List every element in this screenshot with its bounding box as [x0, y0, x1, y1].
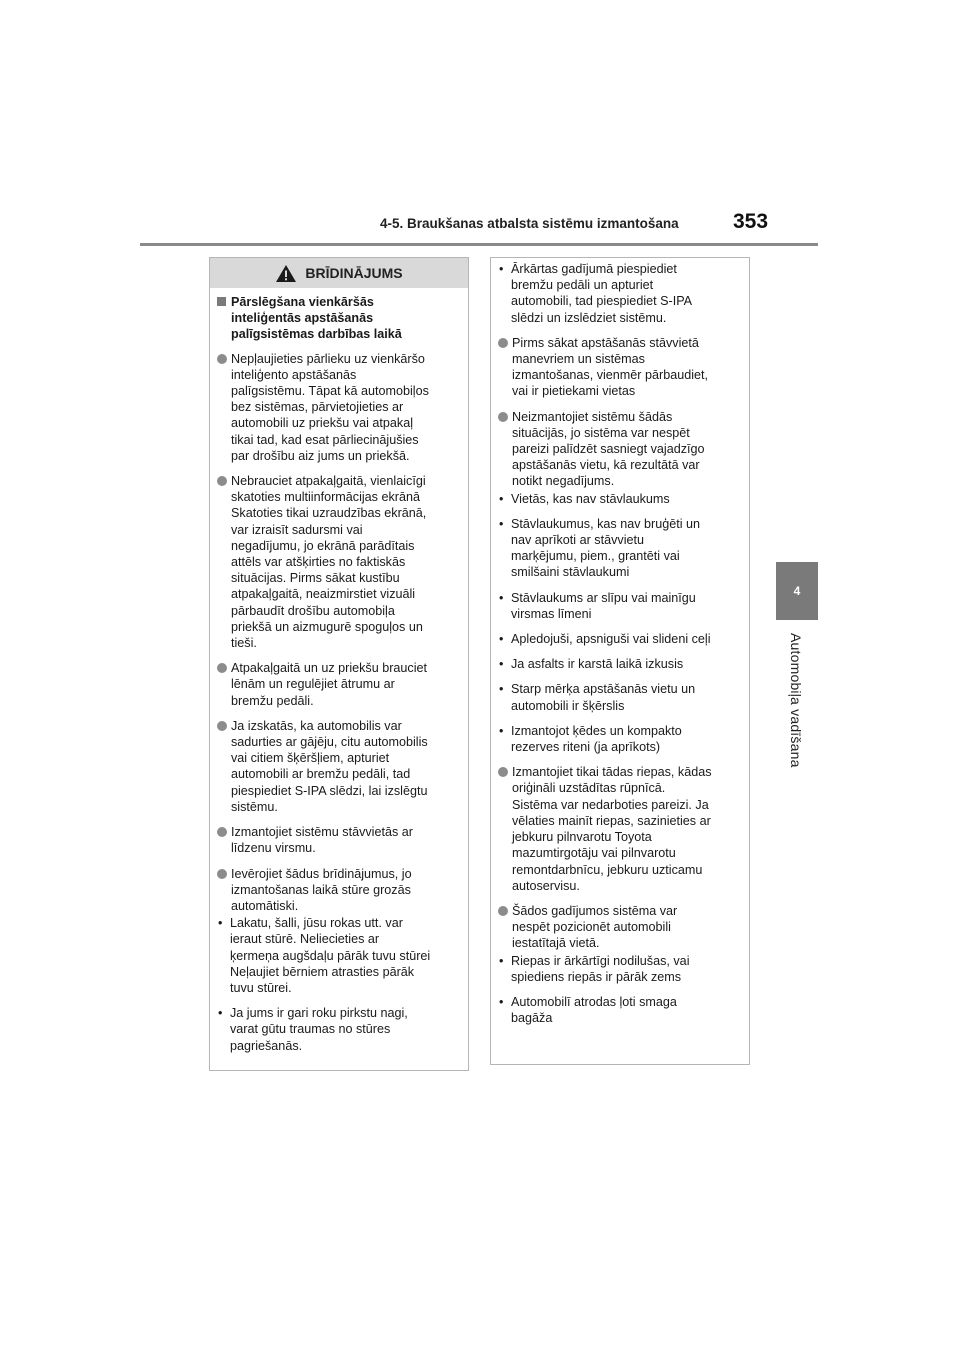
chapter-tab-number: 4	[793, 584, 801, 598]
circle-bullet-icon	[498, 906, 508, 916]
warning-list-left	[216, 351, 459, 1054]
bullet-icon: •	[499, 491, 504, 506]
warning-item	[216, 866, 459, 915]
bullet-icon: •	[499, 632, 504, 647]
warning-title: BRĪDINĀJUMS	[305, 265, 403, 281]
warning-subitem	[497, 681, 740, 713]
warning-item	[216, 718, 459, 815]
square-marker-icon	[217, 297, 226, 306]
circle-bullet-icon	[217, 663, 227, 673]
bullet-icon: •	[499, 994, 504, 1009]
warning-subitem	[497, 491, 740, 507]
bullet-icon: •	[499, 590, 504, 605]
warning-body-right	[491, 258, 749, 1026]
circle-bullet-icon	[498, 412, 508, 422]
warning-body-left	[210, 288, 468, 1054]
circle-bullet-icon	[217, 476, 227, 486]
item-text: Ārkārtas gadījumā piespiediet bremžu pedāli un apturiet automobili, tad piespiediet S-IPA slēdzi un izslēdziet sistēmu.	[511, 262, 693, 325]
warning-item	[216, 824, 459, 856]
bullet-icon: •	[499, 953, 504, 968]
warning-box-left	[209, 257, 469, 1071]
warning-list-right	[497, 261, 740, 1026]
bullet-icon: •	[499, 682, 504, 697]
circle-bullet-icon	[217, 827, 227, 837]
section-heading	[216, 294, 459, 343]
item-text: Atpakaļgaitā un uz priekšu brauciet lēnām un regulējiet ātrumu ar bremžu pedāli.	[231, 661, 428, 708]
bullet-icon: •	[499, 723, 504, 738]
warning-subitem	[497, 516, 740, 581]
circle-bullet-icon	[498, 767, 508, 777]
section-title: 4-5. Braukšanas atbalsta sistēmu izmantošana	[380, 216, 679, 231]
circle-bullet-icon	[498, 338, 508, 348]
item-text: Vietās, kas nav stāvlaukums	[511, 491, 670, 506]
warning-item	[216, 351, 459, 464]
warning-header	[210, 258, 468, 288]
item-text: Stāvlaukumus, kas nav bruģēti un nav aprīkoti ar stāvvietu marķējumu, piem., grantēti vai smilšaini stāvlaukumi	[511, 516, 701, 580]
section-heading-text: Pārslēgšana vienkāršās inteliģentās apstāšanās palīgsistēmas darbības laikā	[231, 295, 402, 342]
item-text: Šādos gadījumos sistēma var nespēt pozicionēt automobili iestatītajā vietā.	[512, 903, 678, 951]
item-text: Stāvlaukums ar slīpu vai mainīgu virsmas līmeni	[511, 590, 696, 621]
bullet-icon: •	[499, 262, 504, 276]
item-text: Lakatu, šalli, jūsu rokas utt. var ieraut stūrē. Neliecieties ar ķermeņa augšdaļu pārāk tuvu stūrei Neļaujiet bērniem atrasties pārāk tuvu stūrei.	[230, 916, 431, 995]
item-text: Ja izskatās, ka automobilis var sadurties ar gājēju, citu automobilis vai citiem šķēršļiem, apturiet automobili ar bremžu pedāli, tad piespiediet S-IPA slēdzi, lai izslēgtu sistēmu.	[231, 718, 428, 814]
item-text: Automobilī atrodas ļoti smaga bagāža	[511, 994, 677, 1026]
warning-item	[216, 660, 459, 709]
warning-box-right	[490, 257, 750, 1065]
item-text: Ievērojiet šādus brīdinājumus, jo izmantošanas laikā stūre grozās automātiski.	[231, 866, 412, 913]
circle-bullet-icon	[217, 869, 227, 879]
warning-subitem	[497, 953, 740, 985]
warning-subitem	[497, 723, 740, 755]
item-text: Nepļaujieties pārlieku uz vienkāršo inteliģento apstāšanās palīgsistēmu. Tāpat kā automobiļos bez sistēmas, pārvietojieties ar automobili uz priekšu vai atpakaļ tikai tad, kad esat pārliecinājušies par drošību aiz jums un priekšā.	[231, 351, 429, 463]
warning-subitem	[497, 590, 740, 622]
warning-subitem	[216, 1005, 459, 1054]
warning-subitem	[497, 631, 740, 647]
chapter-tab	[776, 562, 818, 620]
item-text: Ja asfalts ir karstā laikā izkusis	[511, 657, 684, 672]
warning-item	[497, 409, 740, 490]
item-text: Apledojuši, apsniguši vai slideni ceļi	[511, 632, 711, 647]
item-text: Izmantojot ķēdes un kompakto rezerves riteni (ja aprīkots)	[511, 723, 682, 755]
item-text: Ja jums ir gari roku pirkstu nagi, varat gūtu traumas no stūres pagriešanās.	[230, 1006, 408, 1053]
header-divider	[140, 243, 818, 246]
warning-item	[216, 473, 459, 651]
warning-triangle-icon	[275, 264, 297, 283]
warning-subitem	[497, 656, 740, 672]
chapter-tab-label: Automobiļa vadīšana	[788, 633, 804, 768]
item-text: Izmantojiet tikai tādas riepas, kādas oriģināli uzstādītas rūpnīcā. Sistēma var nedarboties pareizi. Ja vēlaties mainīt riepas, sazinieties ar jebkuru pilnvarotu Toyota mazumtirgotāju vai pilnvarotu remontdarbnīcu, jebkuru uzticamu autoservisu.	[512, 765, 712, 893]
warning-item	[497, 335, 740, 400]
bullet-icon: •	[499, 516, 504, 531]
page-number: 353	[733, 210, 769, 233]
item-text: Starp mērķa apstāšanās vietu un automobili ir šķērslis	[511, 682, 696, 713]
item-text: Pirms sākat apstāšanās stāvvietā manevriem un sistēmas izmantošanas, vienmēr pārbaudiet, vai ir pietiekami vietas	[512, 335, 709, 399]
warning-item	[497, 764, 740, 894]
warning-subitem	[497, 261, 740, 326]
item-text: Izmantojiet sistēmu stāvvietās ar līdzenu virsmu.	[231, 825, 413, 856]
bullet-icon: •	[218, 1006, 223, 1021]
warning-item	[497, 903, 740, 952]
circle-bullet-icon	[217, 721, 227, 731]
bullet-icon: •	[499, 657, 504, 672]
item-text: Neizmantojiet sistēmu šādās situācijās, jo sistēma var nespēt pareizi palīdzēt sasniegt vajadzīgo apstāšanās vietu, kā rezultātā var notikt negadījums.	[512, 409, 705, 489]
warning-subitem	[216, 915, 459, 996]
warning-subitem	[497, 994, 740, 1026]
bullet-icon: •	[218, 916, 223, 931]
item-text: Riepas ir ārkārtīgi nodilušas, vai spiediens riepās ir pārāk zems	[511, 953, 690, 984]
circle-bullet-icon	[217, 354, 227, 364]
item-text: Nebrauciet atpakaļgaitā, vienlaicīgi skatoties multiinformācijas ekrānā Skatoties tikai uzraudzības ekrānā, var izraisīt sadursmi vai negadījumu, jo ekrānā parādītais attēls var atšķirties no faktiskās situācijas. Pirms sākat kustību atpakaļgaitā, neaizmirstiet vizuāli pārbaudīt drošību automobiļa priekšā un aizmugurē spoguļos un tieši.	[231, 474, 427, 651]
